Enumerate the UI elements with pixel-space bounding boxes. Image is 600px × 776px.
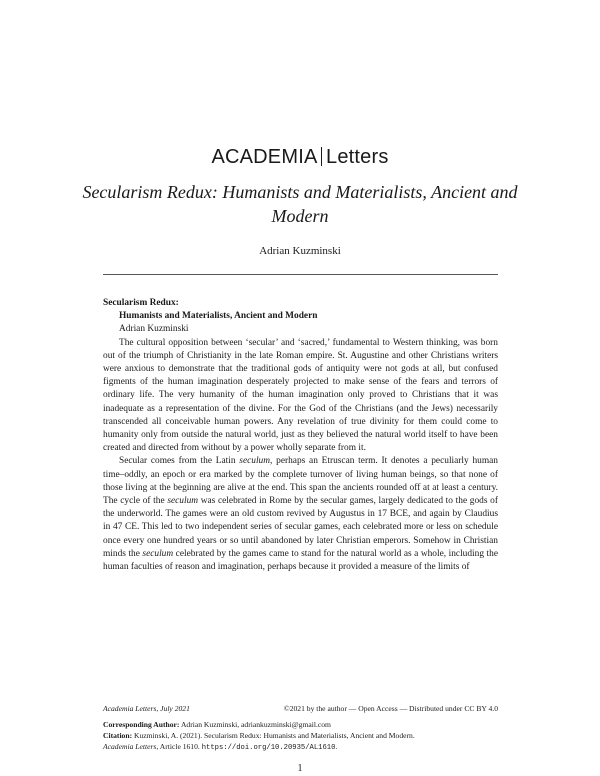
doi-link[interactable]: https://doi.org/10.20935/AL1610 [201, 744, 336, 752]
corresponding-author-value: Adrian Kuzminski, adriankuzminski@gmail.com [180, 720, 331, 729]
header-separator [321, 147, 323, 166]
page-number: 1 [297, 763, 303, 774]
section-subtitle: Humanists and Materialists, Ancient and Modern [119, 311, 318, 322]
section-title: Secularism Redux: [103, 298, 179, 308]
footer-top-row [103, 703, 498, 714]
article-author: Adrian Kuzminski [259, 245, 341, 257]
header-rule [103, 274, 498, 275]
paragraph-2-text-1: Secular comes from the Latin [119, 456, 240, 467]
paragraph-2 [103, 455, 498, 574]
citation [103, 730, 498, 741]
letters-label: Letters [326, 146, 389, 168]
byline: Adrian Kuzminski [119, 324, 189, 335]
paragraph-1: The cultural opposition between ‘secular’ and ‘sacred,’ fundamental to Western thinking, was born out of the triumph of Christianity in the late Roman empire. St. Augustine and other Christians writers were anxious to demonstrate that the traditional gods of antiquity were not gods at all, but confused figments of the human imagination desperately projected to make sense of the fears and terrors of ordinary life. The very humanity of the human imagination only proved to Christians that it was inadequate as a representation of the divine. For the God of the Christians (and the Jews) necessarily transcended all conceivable human powers. Any revelation of true divinity for them could come to humanity only from outside the natural world, just as they believed the natural world itself to have been created and directed from without by a power wholly separate from it. [103, 337, 498, 454]
journal-header [0, 146, 600, 169]
paragraph-2-text-4: celebrated by the games came to stand for the natural world as a whole, including the human faculties of reason and imagination, perhaps because it provided a measure of the limits of [103, 548, 498, 573]
seculum-term-1: seculum [239, 456, 271, 467]
seculum-term-2: seculum [167, 496, 199, 507]
paragraph-2-text-3: was celebrated in Rome by the secular games, largely dedicated to the gods of the underworld. The games were an old custom revived by Augustus in 17 BCE, and again by Claudius in 47 CE. This led to two independent series of secular games, each celebrated more or less on schedule once every one hundred years or so until abandoned by later Christian emperors. Somehow in Christian minds the [103, 496, 498, 559]
citation-line-2 [103, 741, 498, 754]
citation-label: Citation: [103, 731, 133, 740]
corresponding-author-label: Corresponding Author: [103, 720, 180, 729]
journal-issue: Academia Letters, July 2021 [103, 704, 190, 713]
seculum-term-3: seculum [142, 548, 174, 559]
paragraph-2-text-2: , perhaps an Etruscan term. It denotes a peculiarly human time–oddly, an epoch or era marked by the complete turnover of living human beings, so that none of those living at the beginning are alive at the end. This span the ancients rounded off at at least a century. The cycle of the [103, 456, 498, 507]
article-body [103, 297, 498, 574]
academia-logo: ACADEMIA [211, 146, 318, 168]
citation-article: , Article 1610. [156, 742, 202, 751]
license-note: ©2021 by the author — Open Access — Distributed under CC BY 4.0 [283, 704, 498, 713]
citation-value: Kuzminski, A. (2021). Secularism Redux: Humanists and Materialists, Ancient and Modern. [134, 731, 415, 740]
article-title: Secularism Redux: Humanists and Materialists, Ancient and Modern [82, 182, 518, 226]
corresponding-author [103, 719, 498, 730]
page-footer [103, 703, 498, 754]
citation-journal: Academia Letters [103, 742, 157, 751]
doi-end: . [335, 742, 338, 751]
